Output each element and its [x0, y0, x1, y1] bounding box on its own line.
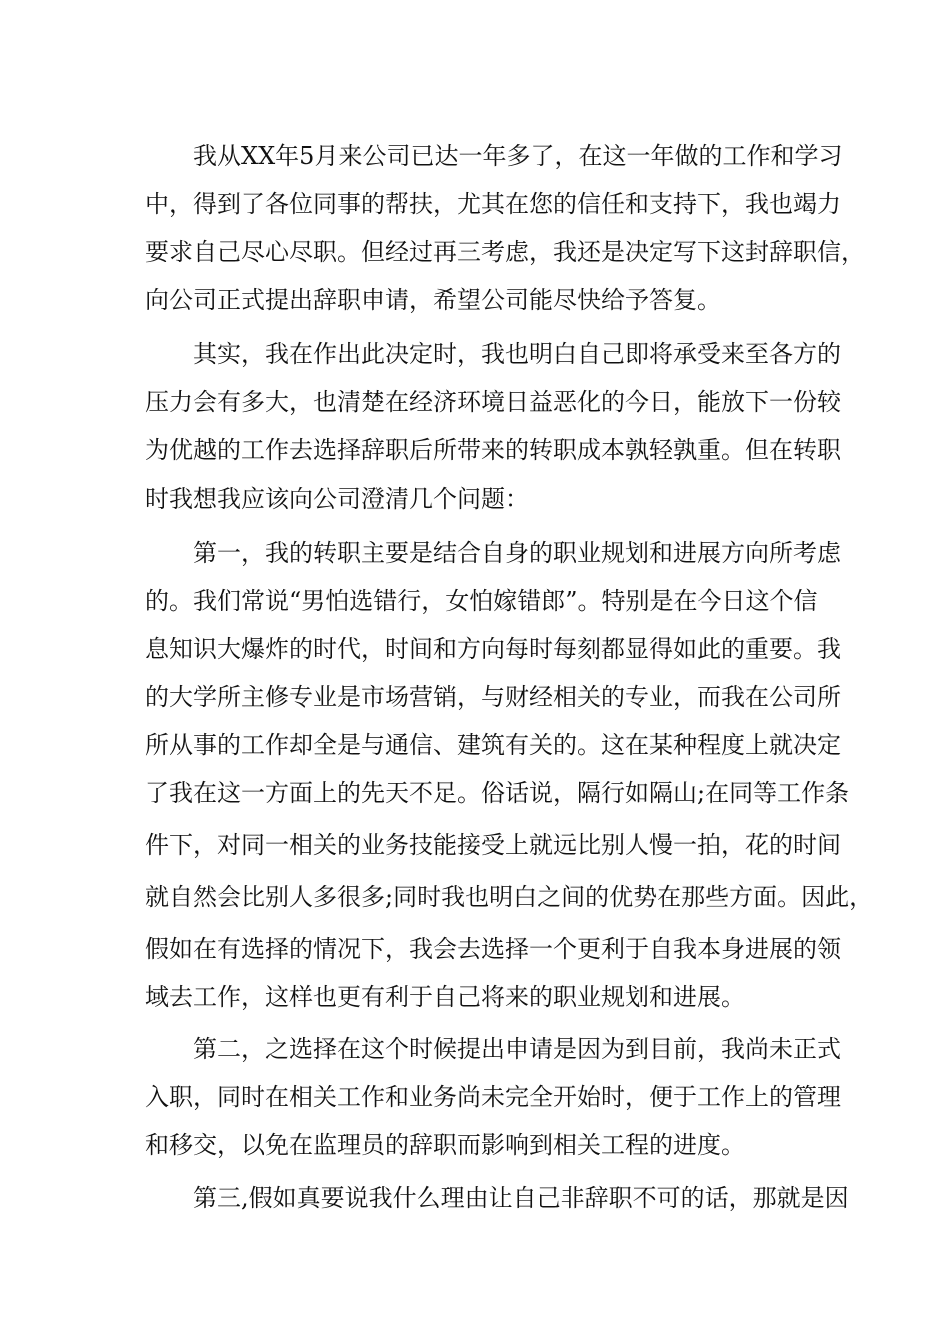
paragraph-3-line-7: 件下，对同一相关的业务技能接受上就远比别人慢一拍，花的时间 — [145, 831, 841, 859]
paragraph-5-line-1: 第三,假如真要说我什么理由让自己非辞职不可的话，那就是因 — [193, 1184, 849, 1212]
paragraph-2-line-2: 压力会有多大，也清楚在经济环境日益恶化的今日，能放下一份较 — [145, 388, 841, 416]
paragraph-3-line-2: 的。我们常说“男怕选错行，女怕嫁错郎”。特别是在今日这个信 — [145, 587, 818, 615]
paragraph-1-line-4: 向公司正式提出辞职申请，希望公司能尽快给予答复。 — [145, 286, 721, 314]
paragraph-1-line-3: 要求自己尽心尽职。但经过再三考虑，我还是决定写下这封辞职信， — [145, 238, 865, 266]
paragraph-3-line-3: 息知识大爆炸的时代，时间和方向每时每刻都显得如此的重要。我 — [145, 635, 841, 663]
paragraph-2-line-4: 时我想我应该向公司澄清几个问题： — [145, 485, 529, 513]
paragraph-2-line-1: 其实，我在作出此决定时，我也明白自己即将承受来至各方的 — [193, 340, 841, 368]
paragraph-2-line-3: 为优越的工作去选择辞职后所带来的转职成本孰轻孰重。但在转职 — [145, 436, 841, 464]
paragraph-3-line-10: 域去工作，这样也更有利于自己将来的职业规划和进展。 — [145, 983, 745, 1011]
paragraph-3-line-6: 了我在这一方面上的先天不足。俗话说，隔行如隔山;在同等工作条 — [145, 779, 850, 807]
paragraph-3-line-5: 所从事的工作却全是与通信、建筑有关的。这在某种程度上就决定 — [145, 731, 841, 759]
paragraph-3-line-4: 的大学所主修专业是市场营销，与财经相关的专业，而我在公司所 — [145, 683, 841, 711]
paragraph-1-line-2: 中，得到了各位同事的帮扶，尤其在您的信任和支持下，我也竭力 — [145, 190, 841, 218]
paragraph-4-line-3: 和移交，以免在监理员的辞职而影响到相关工程的进度。 — [145, 1131, 745, 1159]
paragraph-3-line-1: 第一，我的转职主要是结合自身的职业规划和进展方向所考虑 — [193, 539, 841, 567]
paragraph-4-line-2: 入职，同时在相关工作和业务尚未完全开始时，便于工作上的管理 — [145, 1083, 841, 1111]
paragraph-4-line-1: 第二，之选择在这个时候提出申请是因为到目前，我尚未正式 — [193, 1035, 841, 1063]
paragraph-3-line-9: 假如在有选择的情况下，我会去选择一个更利于自我本身进展的领 — [145, 935, 841, 963]
paragraph-3-line-8: 就自然会比别人多很多;同时我也明白之间的优势在那些方面。因此， — [145, 883, 874, 911]
paragraph-1-line-1: 我从XX年5月来公司已达一年多了，在这一年做的工作和学习 — [193, 142, 843, 170]
